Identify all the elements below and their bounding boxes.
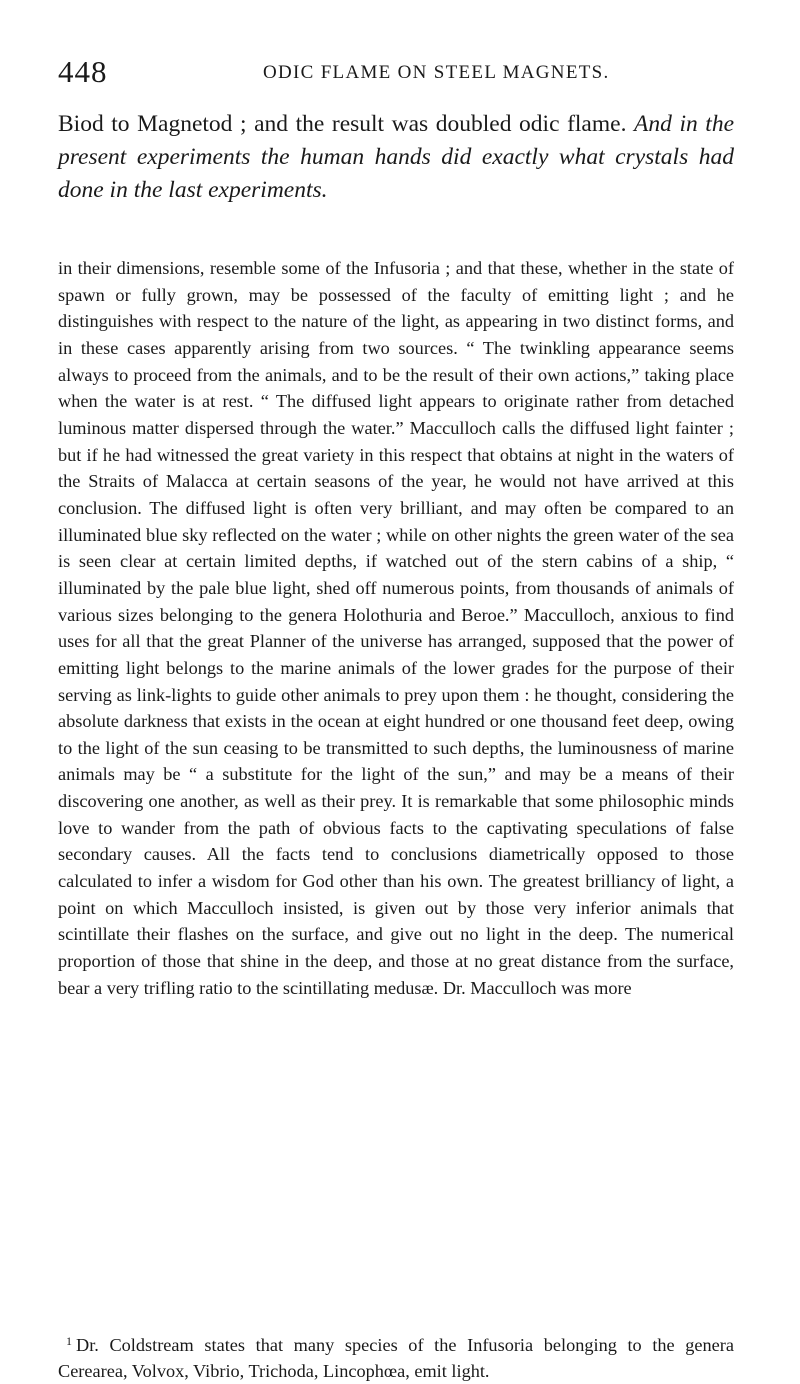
- footnote-text: Dr. Coldstream states that many species of the Infusoria belonging to the genera Cerearea, Volvox, Vibrio, Trichoda, Lincophœa, emit light.: [58, 1335, 734, 1381]
- page-header: [58, 52, 738, 92]
- footnote-marker: 1: [66, 1334, 72, 1348]
- lead-italic-text: And in the present experiments the human hands did exactly what crystals had done in the last experiments.: [58, 111, 735, 203]
- body-paragraph: in their dimensions, resemble some of the Infusoria ; and that these, whether in the state of spawn or fully grown, may be possessed of the faculty of emitting light ; and he distinguishes with respect to the nature of the light, as appearing in two distinct forms, and in these cases apparently arising from two sources. “ The twinkling appearance seems always to proceed from the animals, and to be the result of their own actions,” taking place when the water is at rest. “ The diffused light appears to originate rather from detached luminous matter dispersed through the water.” Macculloch calls the diffused light fainter ; but if he had witnessed the great variety in this respect that obtains at night in the waters of the Straits of Malacca at certain seasons of the year, he would not have arrived at this conclusion. The diffused light is often very brilliant, and may often be compared to an illuminated blue sky reflected on the water ; while on other nights the green water of the sea is seen clear at certain limited depths, if watched out of the stern cabins of a ship, “ illuminated by the pale blue light, shed off numerous points, from thousands of animals of various sizes belonging to the genera Holothuria and Beroe.” Macculloch, anxious to find uses for all that the great Planner of the universe has arranged, supposed that the power of emitting light belongs to the marine animals of the lower grades for the purpose of their serving as link-lights to guide other animals to prey upon them : he thought, considering the absolute darkness that exists in the ocean at eight hundred or one thousand feet deep, owing to the light of the sun ceasing to be transmitted to such depths, the luminousness of marine animals may be “ a substitute for the light of the sun,” and may be a means of their discovering one another, as well as their prey. It is remarkable that some philosophic minds love to wander from the path of obvious facts to the captivating speculations of false secondary causes. All the facts tend to conclusions diametrically opposed to those calculated to infer a wisdom for God other than his own. The greatest brilliancy of light, a point on which Macculloch insisted, is given out by those very inferior animals that scintillate their flashes on the surface, and give out no light in the deep. The numerical proportion of those that shine in the deep, and those at no great distance from the surface, bear a very trifling ratio to the scintillating medusæ. Dr. Macculloch was more: [58, 258, 734, 998]
- running-head: ODIC FLAME ON STEEL MAGNETS.: [263, 62, 610, 83]
- continued-paragraph: [58, 108, 734, 207]
- footnote: [58, 1328, 734, 1384]
- lead-roman-text: Biod to Magnetod ; and the result was doubled odic flame.: [58, 111, 627, 137]
- page-number: 448: [58, 54, 108, 89]
